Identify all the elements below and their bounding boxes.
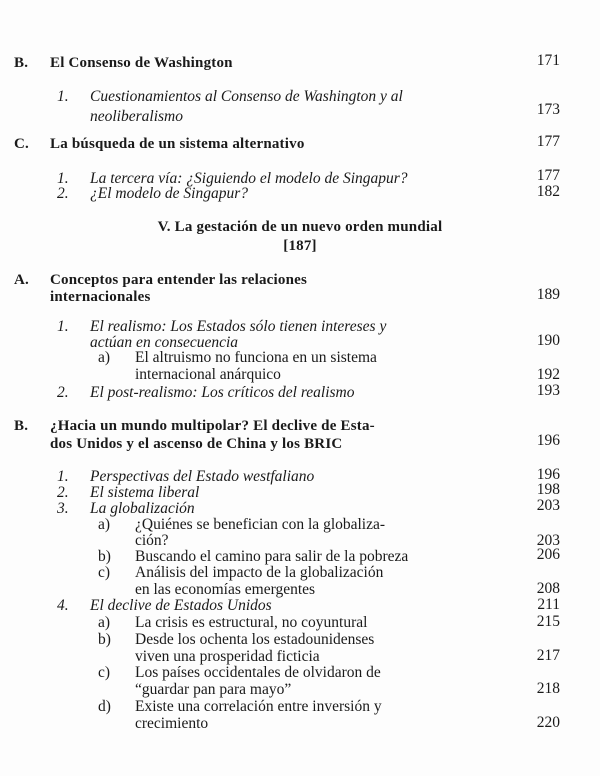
entry-page-number: 215 xyxy=(536,613,560,630)
entry-title-line: viven una prosperidad ficticia xyxy=(135,648,320,665)
entry-title-line: internacionales xyxy=(50,289,151,305)
entry-page-number: 220 xyxy=(536,714,560,731)
entry-title-line: ción? xyxy=(135,532,169,549)
entry-marker: 2. xyxy=(57,384,69,401)
entry-page-number: 189 xyxy=(536,286,560,303)
entry-marker: c) xyxy=(98,664,111,681)
entry-page-number: 193 xyxy=(536,382,560,399)
entry-page-number: 196 xyxy=(536,466,560,483)
entry-marker: d) xyxy=(98,698,111,715)
entry-page-number: 190 xyxy=(536,332,560,349)
entry-title-line: dos Unidos y el ascenso de China y los BRIC xyxy=(50,436,343,452)
entry-marker: 1. xyxy=(57,88,69,105)
entry-page-number: 203 xyxy=(536,532,560,549)
entry-title-line: La búsqueda de un sistema alternativo xyxy=(50,136,305,152)
entry-marker: 1. xyxy=(57,170,69,187)
entry-page-number: 218 xyxy=(536,680,560,697)
chapter-title: V. La gestación de un nuevo orden mundial xyxy=(157,219,443,235)
entry-page-number: 171 xyxy=(536,52,560,69)
entry-page-number: 208 xyxy=(536,580,560,597)
entry-title-line: en las economías emergentes xyxy=(135,581,316,598)
entry-page-number: 177 xyxy=(536,167,560,184)
entry-title-line: crecimiento xyxy=(135,715,209,732)
entry-title-line: La crisis es estructural, no coyuntural xyxy=(135,614,368,631)
entry-title-line: neoliberalismo xyxy=(90,108,183,125)
entry-marker: C. xyxy=(14,136,29,152)
entry-page-number: 198 xyxy=(536,481,560,498)
entry-title-line: El Consenso de Washington xyxy=(50,55,233,71)
entry-page-number: 196 xyxy=(536,432,560,449)
entry-page-number: 211 xyxy=(537,596,560,613)
entry-page-number: 173 xyxy=(536,101,560,118)
entry-marker: c) xyxy=(98,564,111,581)
entry-title-line: El declive de Estados Unidos xyxy=(90,597,272,614)
entry-title-line: ¿El modelo de Singapur? xyxy=(90,185,248,202)
entry-marker: B. xyxy=(14,55,29,71)
entry-title-line: El post-realismo: Los críticos del realismo xyxy=(90,384,355,401)
entry-title-line: Perspectivas del Estado westfaliano xyxy=(90,468,315,485)
entry-title-line: El altruismo no funciona en un sistema xyxy=(135,349,377,366)
entry-marker: B. xyxy=(14,418,29,434)
entry-marker: a) xyxy=(98,614,111,631)
entry-marker: 2. xyxy=(57,484,69,501)
entry-title-line: Conceptos para entender las relaciones xyxy=(50,272,308,288)
entry-title-line: internacional anárquico xyxy=(135,366,281,383)
entry-marker: b) xyxy=(98,548,111,565)
entry-title-line: Desde los ochenta los estadounidenses xyxy=(135,631,375,648)
entry-marker: a) xyxy=(98,349,111,366)
entry-page-number: 206 xyxy=(536,546,560,563)
entry-title-line: Cuestionamientos al Consenso de Washington y al xyxy=(90,88,403,105)
entry-title-line: ¿Hacia un mundo multipolar? El declive de Esta- xyxy=(50,418,375,434)
entry-title-line: Análisis del impacto de la globalización xyxy=(135,564,384,581)
entry-page-number: 203 xyxy=(536,497,560,514)
chapter-page: [187] xyxy=(283,238,317,254)
entry-marker: a) xyxy=(98,516,111,533)
entry-title-line: La tercera vía: ¿Siguiendo el modelo de Singapur? xyxy=(90,170,408,187)
entry-title-line: El sistema liberal xyxy=(90,484,200,501)
entry-page-number: 177 xyxy=(536,133,560,150)
entry-marker: 3. xyxy=(57,500,69,517)
entry-title-line: El realismo: Los Estados sólo tienen intereses y xyxy=(90,318,387,335)
entry-title-line: “guardar pan para mayo” xyxy=(135,681,292,698)
entry-marker: A. xyxy=(14,272,29,288)
entry-marker: 4. xyxy=(57,597,69,614)
entry-title-line: Existe una correlación entre inversión y xyxy=(135,698,382,715)
entry-marker: 1. xyxy=(57,318,69,335)
entry-page-number: 192 xyxy=(536,366,560,383)
entry-title-line: Buscando el camino para salir de la pobreza xyxy=(135,548,409,565)
entry-marker: 1. xyxy=(57,468,69,485)
entry-title-line: ¿Quiénes se benefician con la globaliza- xyxy=(135,516,386,533)
entry-marker: b) xyxy=(98,631,111,648)
entry-page-number: 217 xyxy=(536,647,560,664)
entry-marker: 2. xyxy=(57,185,69,202)
entry-title-line: La globalización xyxy=(90,500,195,517)
entry-page-number: 182 xyxy=(536,183,560,200)
entry-title-line: actúan en consecuencia xyxy=(90,334,239,351)
entry-title-line: Los países occidentales de olvidaron de xyxy=(135,664,381,681)
